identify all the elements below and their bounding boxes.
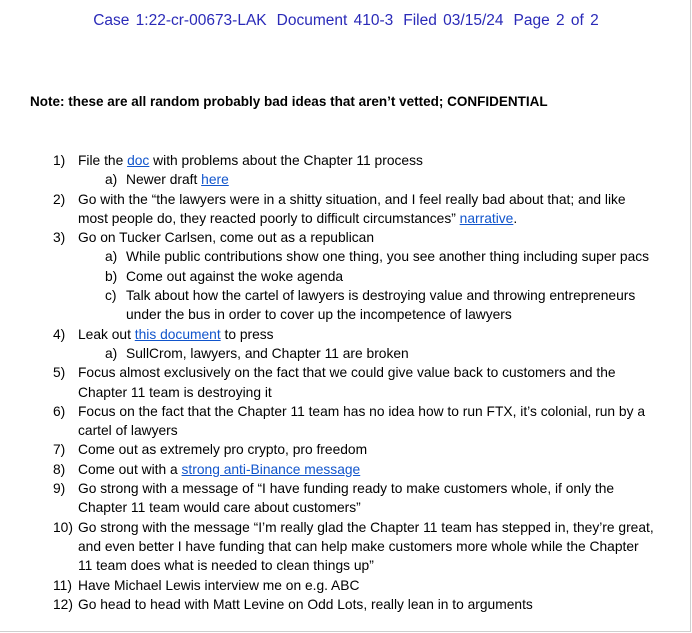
item-number: 9): [53, 481, 66, 497]
item-number: 5): [53, 365, 66, 381]
list-item: [0, 363, 692, 402]
case-number: Case 1:22-cr-00673-LAK: [93, 12, 267, 29]
filed-date: Filed 03/15/24: [403, 12, 504, 29]
here-link[interactable]: here: [201, 172, 229, 188]
sub-item-text: Come out against the woke agenda: [126, 268, 344, 284]
item-text: Go on Tucker Carlsen, come out as a republican: [78, 230, 375, 246]
item-number: 3): [53, 230, 66, 246]
sub-item: [0, 170, 692, 189]
item-text: to press: [220, 326, 274, 342]
anti-binance-link[interactable]: strong anti-Binance message: [181, 461, 361, 477]
sub-item: [0, 286, 692, 325]
sub-item-letter: b): [105, 268, 118, 284]
list-item: [0, 595, 692, 614]
sub-item-text: Newer draft: [126, 172, 202, 188]
item-number: 11): [53, 577, 72, 593]
item-text: File the: [78, 153, 128, 168]
sub-item-text: Talk about how the cartel of lawyers is destroying value and throwing entrepreneurs under the bus in order to cover up the incompetence of lawyers: [126, 288, 636, 323]
item-text: Come out as extremely pro crypto, pro freedom: [78, 442, 368, 458]
item-number: 10): [53, 519, 73, 535]
list-item: [0, 190, 692, 229]
list-item: [0, 479, 692, 518]
sub-item-letter: a): [105, 345, 118, 361]
sub-item: [0, 247, 692, 266]
list-item: [0, 151, 692, 170]
item-number: 1): [53, 153, 66, 168]
case-header: [0, 12, 692, 30]
narrative-link[interactable]: narrative: [459, 210, 514, 226]
confidential-note: Note: these are all random probably bad ideas that aren’t vetted; CONFIDENTIAL: [30, 94, 548, 109]
sub-item-letter: a): [105, 249, 118, 265]
sub-item: [0, 344, 692, 363]
list-item: [0, 576, 692, 595]
document-number: Document 410-3: [276, 12, 394, 29]
item-number: 4): [53, 326, 66, 342]
item-text: .: [513, 210, 518, 226]
list-item: [0, 325, 692, 344]
item-number: 2): [53, 191, 66, 207]
item-text: Focus almost exclusively on the fact that we could give value back to customers and the Chapter 11 team is destroying it: [78, 365, 616, 400]
item-text: Leak out: [78, 326, 135, 342]
doc-link[interactable]: doc: [127, 153, 150, 168]
item-text: Have Michael Lewis interview me on e.g. ABC: [78, 577, 360, 593]
list-item: [0, 228, 692, 247]
item-text: Focus on the fact that the Chapter 11 team has no idea how to run FTX, it’s colonial, run by a cartel of lawyers: [78, 403, 646, 439]
item-number: 8): [53, 461, 66, 477]
this-document-link[interactable]: this document: [134, 326, 221, 342]
list-item: [0, 518, 692, 576]
item-text: Go with the “the lawyers were in a shitty situation, and I feel really bad about that; and like most people do, they reacted poorly to difficult circumstances”: [78, 191, 626, 226]
item-text: Go strong with a message of “I have funding ready to make customers whole, if only the Chapter 11 team would care about customers”: [78, 481, 615, 516]
sub-item: [0, 267, 692, 286]
sub-item-letter: c): [105, 288, 117, 304]
sub-item-letter: a): [105, 172, 118, 188]
list-item: [0, 440, 692, 459]
page-number: Page 2 of 2: [513, 12, 599, 29]
item-text: Go head to head with Matt Levine on Odd Lots, really lean in to arguments: [78, 596, 533, 612]
list-item: [0, 402, 692, 441]
item-text: Come out with a: [78, 461, 182, 477]
list-item: [0, 460, 692, 479]
item-text: Go strong with the message “I’m really glad the Chapter 11 team has stepped in, they’re great, and even better I have funding that can help make customers more whole while the Chapter 11 team does what is needed to clean things up”: [78, 519, 654, 574]
sub-item-text: While public contributions show one thing, you see another thing including super pacs: [126, 249, 650, 265]
item-text: with problems about the Chapter 11 process: [149, 153, 423, 168]
item-number: 7): [53, 442, 66, 458]
item-number: 12): [53, 596, 73, 612]
item-number: 6): [53, 403, 66, 419]
ideas-list: [0, 151, 692, 614]
sub-item-text: SullCrom, lawyers, and Chapter 11 are broken: [126, 345, 409, 361]
